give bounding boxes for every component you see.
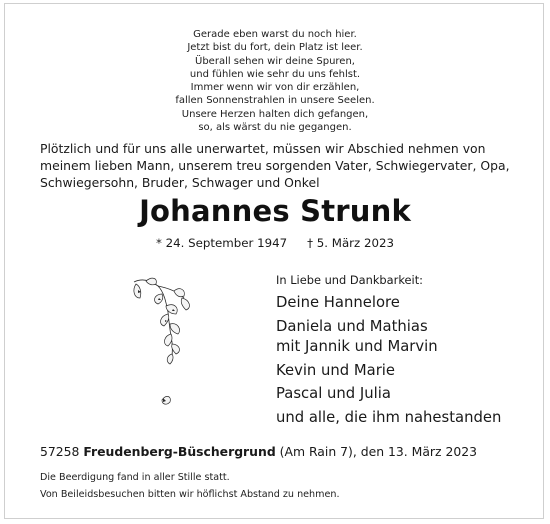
mourner-line: und alle, die ihm nahestanden (276, 408, 502, 426)
mourners (276, 273, 536, 431)
deceased-name: Johannes Strunk (139, 194, 411, 228)
poem (0, 28, 550, 134)
birth-date: * 24. September 1947 (155, 236, 288, 250)
leaf-branch-illustration (128, 272, 198, 417)
poem-line: fallen Sonnenstrahlen in unsere Seelen. (175, 95, 375, 107)
town-name: Freudenberg-Büschergrund (83, 444, 276, 459)
life-dates (0, 236, 550, 250)
funeral-note: Die Beerdigung fand in aller Stille statt. (40, 472, 230, 483)
place-and-date (40, 444, 477, 459)
poem-line: Immer wenn wir von dir erzählen, (190, 82, 360, 94)
mourner-entry (276, 361, 536, 382)
poem-line: Unsere Herzen halten dich gefangen, (181, 108, 369, 120)
mourner-line: Deine Hannelore (276, 294, 400, 311)
mourner-entry (276, 384, 536, 405)
mourner-entry (276, 408, 536, 429)
poem-line: Überall sehen wir deine Spuren, (195, 55, 355, 67)
death-date: † 5. März 2023 (307, 236, 395, 250)
poem-line: und fühlen wie sehr du uns fehlst. (189, 68, 361, 80)
poem-line: Gerade eben warst du noch hier. (193, 29, 357, 40)
address-and-date: (Am Rain 7), den 13. März 2023 (279, 444, 477, 459)
poem-line: so, als wärst du nie gegangen. (198, 122, 352, 134)
mourners-lead: In Liebe und Dankbarkeit: (276, 273, 423, 287)
postal-code: 57258 (40, 444, 80, 459)
mourner-line: Kevin und Marie (276, 361, 396, 379)
intro-text: Plötzlich und für uns alle unerwartet, müssen wir Abschied nehmen von meinem lieben Mann, unserem treu sorgenden Vater, Schwiegervater, Opa, Schwiegersohn, Bruder, Schwager und Onkel (40, 141, 510, 190)
mourner-entry (276, 293, 536, 314)
mourner-entry (276, 317, 536, 358)
mourner-line: mit Jannik und Marvin (276, 338, 438, 355)
condolence-note: Von Beileidsbesuchen bitten wir höflichst Abstand zu nehmen. (40, 489, 340, 500)
mourner-line: Pascal und Julia (276, 385, 391, 402)
mourner-line: Daniela und Mathias (276, 317, 428, 335)
poem-line: Jetzt bist du fort, dein Platz ist leer. (187, 42, 363, 54)
